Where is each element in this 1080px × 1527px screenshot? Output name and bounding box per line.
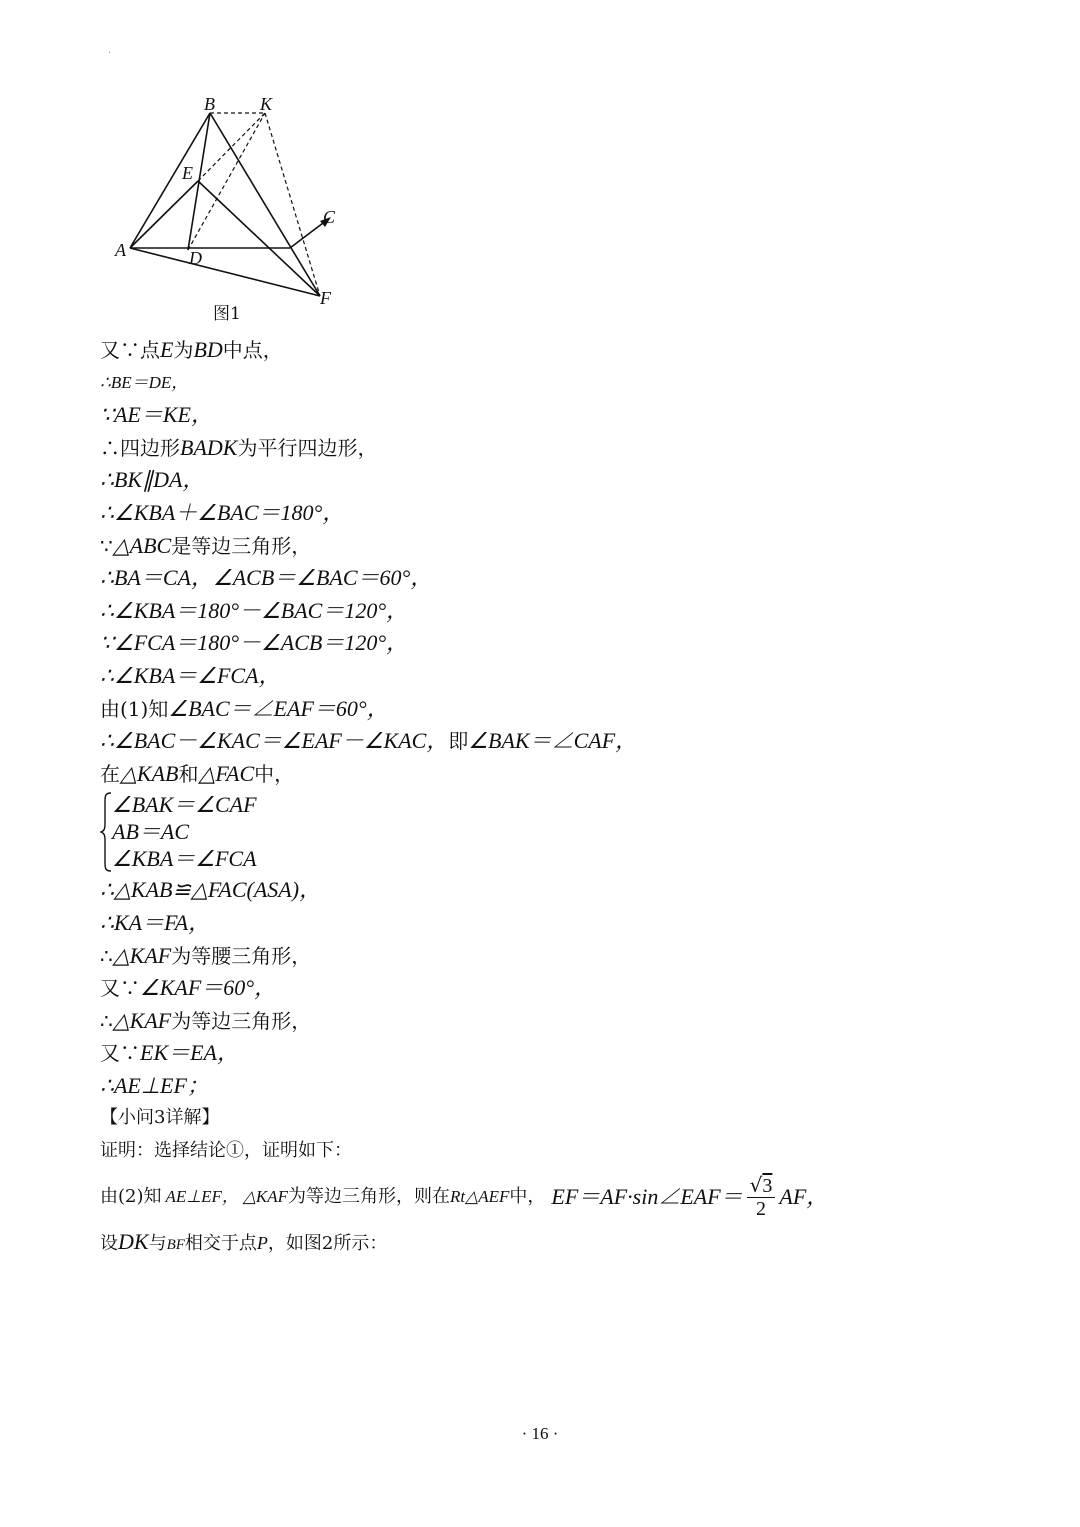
proof-line-3: ∵AE＝KE， <box>100 402 213 428</box>
figure-caption: 图1 <box>213 304 241 324</box>
proof-line-18: 又∵∠KAF＝60°， <box>100 975 277 1001</box>
point-label-d: D <box>189 248 202 268</box>
proof-line-8: ∴BA＝CA，∠ACB＝∠BAC＝60°， <box>100 565 433 591</box>
proof-line-9: ∴∠KBA＝180°－∠BAC＝120°， <box>100 597 409 623</box>
system-row-2: AB＝AC <box>112 819 189 845</box>
fraction-sqrt3-over-2: $\frac{√3}{2}$ <box>747 1174 776 1220</box>
proof-line-12: 由(1)知∠BAC＝∠EAF＝60°， <box>100 695 389 721</box>
segment-kf-dashed <box>265 113 320 296</box>
point-label-a: A <box>115 240 126 260</box>
segment-af <box>130 248 320 296</box>
subquestion-heading: 【小问3详解】 <box>100 1107 220 1129</box>
proof-line-13: ∴∠BAC－∠KAC＝∠EAF－∠KAC，即∠BAK＝∠CAF， <box>100 728 638 754</box>
segment-bf <box>210 113 320 296</box>
point-label-c: C <box>323 207 336 227</box>
proof-line-22: 证明：选择结论①，证明如下： <box>100 1140 352 1162</box>
proof-line-10: ∵∠FCA＝180°－∠ACB＝120°， <box>100 630 409 656</box>
proof-line-14: 在△KAB和△FAC中， <box>100 760 295 786</box>
proof-line-21: ∴AE⊥EF； <box>100 1072 209 1098</box>
proof-line-16: ∴KA＝FA， <box>100 909 211 935</box>
system-row-3: ∠KBA＝∠FCA <box>112 846 257 872</box>
proof-line-20: 又∵EK＝EA， <box>100 1040 239 1066</box>
point-label-k: K <box>260 94 273 114</box>
page-number: · 16 · <box>521 1424 559 1443</box>
left-brace <box>100 792 112 872</box>
proof-line-15: ∴△KAB≌△FAC(ASA)， <box>100 877 322 903</box>
scan-dot: · <box>108 48 112 59</box>
proof-line-6: ∴∠KBA＋∠BAC＝180°， <box>100 499 345 525</box>
proof-line-7: ∵△ABC是等边三角形， <box>100 532 312 558</box>
arrow-shaft <box>290 220 327 248</box>
proof-line-24: 设DK与BF相交于点P，如图2所示： <box>100 1228 388 1254</box>
proof-line-23: 由(2)知 AE⊥EF， △KAF 为等边三角形，则在 Rt△AEF 中， EF＝AF·sin∠EAF＝ $\frac{√3}{2}$ AF， <box>100 1172 829 1220</box>
point-label-b: B <box>204 94 215 114</box>
proof-line-19: ∴△KAF为等边三角形， <box>100 1007 312 1033</box>
proof-line-17: ∴△KAF为等腰三角形， <box>100 942 312 968</box>
proof-line-11: ∴∠KBA＝∠FCA， <box>100 662 281 688</box>
geometry-figure-1 <box>100 88 380 338</box>
system-row-1: ∠BAK＝∠CAF <box>112 792 257 818</box>
point-label-f: F <box>320 288 331 308</box>
proof-line-2: ∴BE＝DE， <box>100 372 189 392</box>
proof-line-1: 又∵点E为BD中点， <box>100 337 283 362</box>
proof-line-5: ∴BK∥DA， <box>100 467 205 493</box>
point-label-e: E <box>182 163 193 183</box>
proof-line-4: ∴四边形BADK为平行四边形， <box>100 434 378 460</box>
equation-system <box>100 792 980 874</box>
proof-body <box>100 334 980 1258</box>
